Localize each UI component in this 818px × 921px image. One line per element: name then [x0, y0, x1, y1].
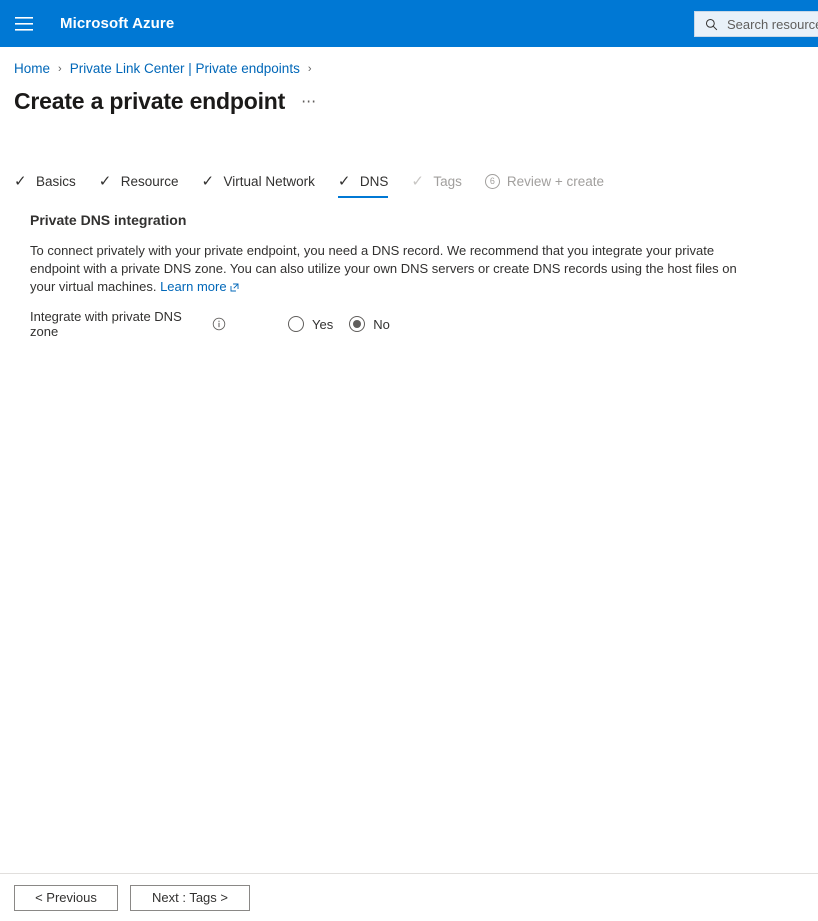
page-title: Create a private endpoint — [14, 88, 286, 114]
tab-basics[interactable] — [14, 164, 89, 198]
breadcrumb — [0, 47, 818, 76]
check-icon: ✓ — [98, 172, 112, 190]
title-row — [0, 76, 818, 115]
wizard-tabs — [0, 164, 818, 198]
check-icon: ✓ — [14, 172, 27, 190]
chevron-right-icon-2: › — [307, 62, 312, 75]
global-search-box[interactable] — [694, 11, 818, 37]
step-number-icon: 6 — [485, 174, 500, 189]
radio-option-yes[interactable] — [288, 316, 333, 332]
more-options-button[interactable]: ⋯ — [301, 93, 319, 110]
external-link-icon — [230, 279, 239, 297]
info-icon[interactable] — [212, 317, 226, 331]
azure-brand-label[interactable]: Microsoft Azure — [60, 15, 175, 32]
private-dns-zone-radio-group — [288, 316, 390, 332]
radio-no-label: No — [373, 316, 390, 332]
tab-review-create-label: Review + create — [506, 173, 605, 189]
private-dns-zone-field — [30, 309, 818, 339]
radio-yes-label: Yes — [312, 316, 334, 332]
section-description-text: To connect privately with your private endpoint, you need a DNS record. We recommend that you integrate your private endpoint with a private DNS zone. You can also utilize your own DNS servers or create DNS records using the host files on your virtual machines. — [30, 243, 737, 294]
previous-button[interactable]: < Previous — [14, 885, 118, 911]
breadcrumb-item-home[interactable]: Home — [14, 61, 51, 76]
radio-yes-indicator[interactable] — [288, 316, 304, 332]
tab-tags-label: Tags — [433, 173, 462, 189]
search-icon — [703, 16, 719, 32]
learn-more-link[interactable]: Learn more — [160, 279, 227, 294]
private-dns-zone-label-group — [30, 309, 226, 339]
tab-tags[interactable] — [411, 164, 475, 198]
tab-dns[interactable] — [338, 164, 402, 198]
tab-review-create[interactable] — [485, 164, 617, 198]
check-icon: ✓ — [337, 172, 351, 190]
hamburger-icon[interactable] — [0, 0, 48, 47]
next-button[interactable]: Next : Tags > — [130, 885, 250, 911]
chevron-right-icon: › — [58, 62, 62, 75]
radio-option-no[interactable] — [349, 316, 390, 332]
page-content — [0, 47, 818, 873]
wizard-footer — [0, 873, 818, 921]
top-navigation-bar — [0, 0, 818, 47]
check-icon: ✓ — [201, 172, 215, 190]
breadcrumb-item-private-link-center[interactable]: Private Link Center | Private endpoints — [69, 61, 300, 76]
tab-basics-label: Basics — [36, 173, 76, 189]
tab-dns-label: DNS — [359, 173, 389, 189]
tab-virtual-network[interactable] — [202, 164, 328, 198]
search-input[interactable] — [725, 16, 818, 33]
dns-form — [0, 198, 818, 339]
tab-resource-label: Resource — [120, 173, 179, 189]
tab-resource[interactable] — [99, 164, 192, 198]
section-title: Private DNS integration — [30, 212, 187, 228]
check-icon: ✓ — [411, 172, 424, 190]
section-description — [30, 242, 765, 297]
radio-no-indicator[interactable] — [349, 316, 365, 332]
tab-virtual-network-label: Virtual Network — [223, 173, 315, 189]
private-dns-zone-label: Integrate with private DNS zone — [30, 309, 182, 339]
